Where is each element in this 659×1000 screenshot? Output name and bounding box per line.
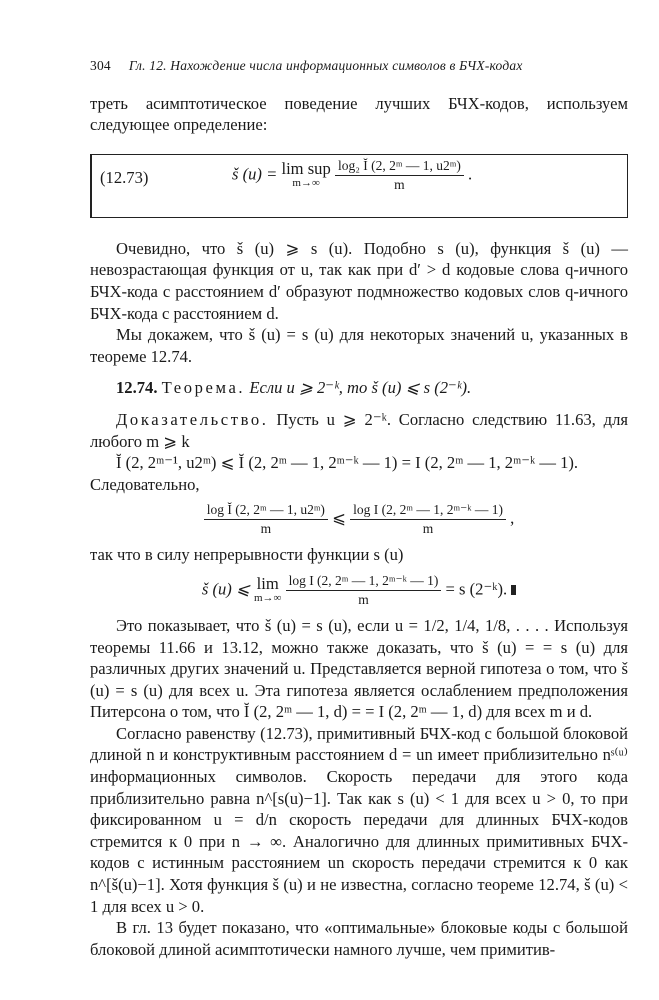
right-numerator: log I (2, 2ᵐ — 1, 2ᵐ⁻ᵏ — 1) <box>350 501 506 520</box>
book-page <box>90 55 628 960</box>
display-limit <box>90 572 628 609</box>
limsup-word: lim sup <box>281 159 331 179</box>
limsup-subscript: m→∞ <box>292 177 320 190</box>
paragraph-optimal-codes: В гл. 13 будет показано, что «оптимальные» блоковые коды с большой блоковой длиной асимптотически намного лучше, чем примитив- <box>90 918 628 959</box>
intro-paragraph: треть асимптотическое поведение лучших БЧХ-кодов, используем следующее определение: <box>90 93 628 135</box>
definition-formula <box>232 157 472 194</box>
proof-text: Пусть u ⩾ 2⁻ᵏ. Согласно следствию 11.63, для любого m ⩾ k <box>90 409 628 451</box>
limit-word: lim <box>256 574 279 594</box>
left-fraction <box>204 501 328 538</box>
limit-denominator: m <box>358 591 369 607</box>
limit-operator <box>254 576 281 604</box>
definition-box <box>90 154 628 218</box>
right-denominator: m <box>422 521 434 537</box>
fraction-numerator: log₂ Ĭ (2, 2ᵐ — 1, u2ᵐ) <box>335 157 464 176</box>
left-numerator: log Ĭ (2, 2ᵐ — 1, u2ᵐ) <box>204 501 328 520</box>
paragraph-claim: Мы докажем, что š (u) = s (u) для некоторых значений u, указанных в теореме 12.74. <box>90 325 628 366</box>
limit-lhs: š (u) ⩽ <box>201 579 254 599</box>
paragraph-monotonic: Очевидно, что š (u) ⩾ s (u). Подобно s (u), функция š (u) — невозрастающая функция от u, так как при d′ > d кодовые слова q-ичного БЧХ-кода с расстоянием d′ образуют подмножество кодовых слов q-ичного БЧХ-кода с расстоянием d. <box>90 238 628 323</box>
page-number: 304 <box>90 58 111 73</box>
inequality-sign: ⩽ <box>327 508 351 528</box>
limit-numerator: log I (2, 2ᵐ — 1, 2ᵐ⁻ᵏ — 1) <box>286 572 442 591</box>
theorem-word: Теорема. <box>161 378 246 398</box>
right-fraction <box>350 501 506 538</box>
definition-lhs: š (u) = <box>232 164 282 184</box>
theorem-number: 12.74. <box>116 378 158 398</box>
limit-fraction <box>286 572 442 609</box>
paragraph-rate: Согласно равенству (12.73), примитивный БЧХ-код с большой блоковой длиной n и конструктивным расстоянием d = un имеет приблизительно nˢ⁽ᵘ⁾ информационных символов. Скорость передачи для этого кода приблизительно равна n^[s(u)−1]. Так как s (u) < 1 для всех u > 0, то при фиксированном u = d/n скорость передачи для длинных БЧХ-кодов стремится к 0 при n → ∞. Аналогично для длинных примитивных БЧХ-кодов с истинным расстоянием un скорость передачи стремится к 0 как n^[š(u)−1]. Хотя функция š (u) и не известна, согласно теореме 12.74, š (u) < 1 для всех u > 0. <box>90 723 628 916</box>
left-denominator: m <box>260 521 272 537</box>
limit-result: = s (2⁻ᵏ). <box>441 579 508 599</box>
definition-tail: . <box>463 164 473 184</box>
limsup-operator <box>281 161 330 189</box>
proof-opening <box>90 409 628 452</box>
proof-continuity: так что в силу непрерывности функции s (u) <box>90 545 404 565</box>
proof-word: Доказательство. <box>116 409 269 429</box>
running-title: Гл. 12. Нахождение числа информационных символов в БЧХ-кодах <box>128 58 523 73</box>
display-tail: , <box>505 508 515 528</box>
theorem-text: Если u ⩾ 2⁻ᵏ, то š (u) ⩽ s (2⁻ᵏ). <box>249 378 472 398</box>
running-header <box>90 55 628 77</box>
equation-number: (12.73) <box>100 167 149 187</box>
theorem-statement <box>90 377 628 399</box>
proof-therefore: Следовательно, <box>90 474 200 494</box>
paragraph-hypothesis: Это показывает, что š (u) = s (u), если u = 1/2, 1/4, 1/8, . . . . Используя теоремы 11.66 и 13.12, можно также доказать, что š (u) = = s (u) для различных других значений u. Представляется верной гипотеза о том, что š (u) = s (u) для всех u. Эта гипотеза является ослаблением предположения Питерсона о том, что Ĭ (2, 2ᵐ — 1, d) = = I (2, 2ᵐ — 1, d) для всех m и d. <box>90 615 628 722</box>
qed-square-icon <box>511 585 516 595</box>
fraction-denominator: m <box>394 176 405 192</box>
limit-subscript: m→∞ <box>254 592 282 605</box>
display-inequality <box>90 501 628 538</box>
definition-fraction <box>335 157 464 194</box>
proof-inequality: Ĭ (2, 2ᵐ⁻¹, u2ᵐ) ⩽ Ĭ (2, 2ᵐ — 1, 2ᵐ⁻ᵏ — 1) = I (2, 2ᵐ — 1, 2ᵐ⁻ᵏ — 1). <box>116 453 579 473</box>
